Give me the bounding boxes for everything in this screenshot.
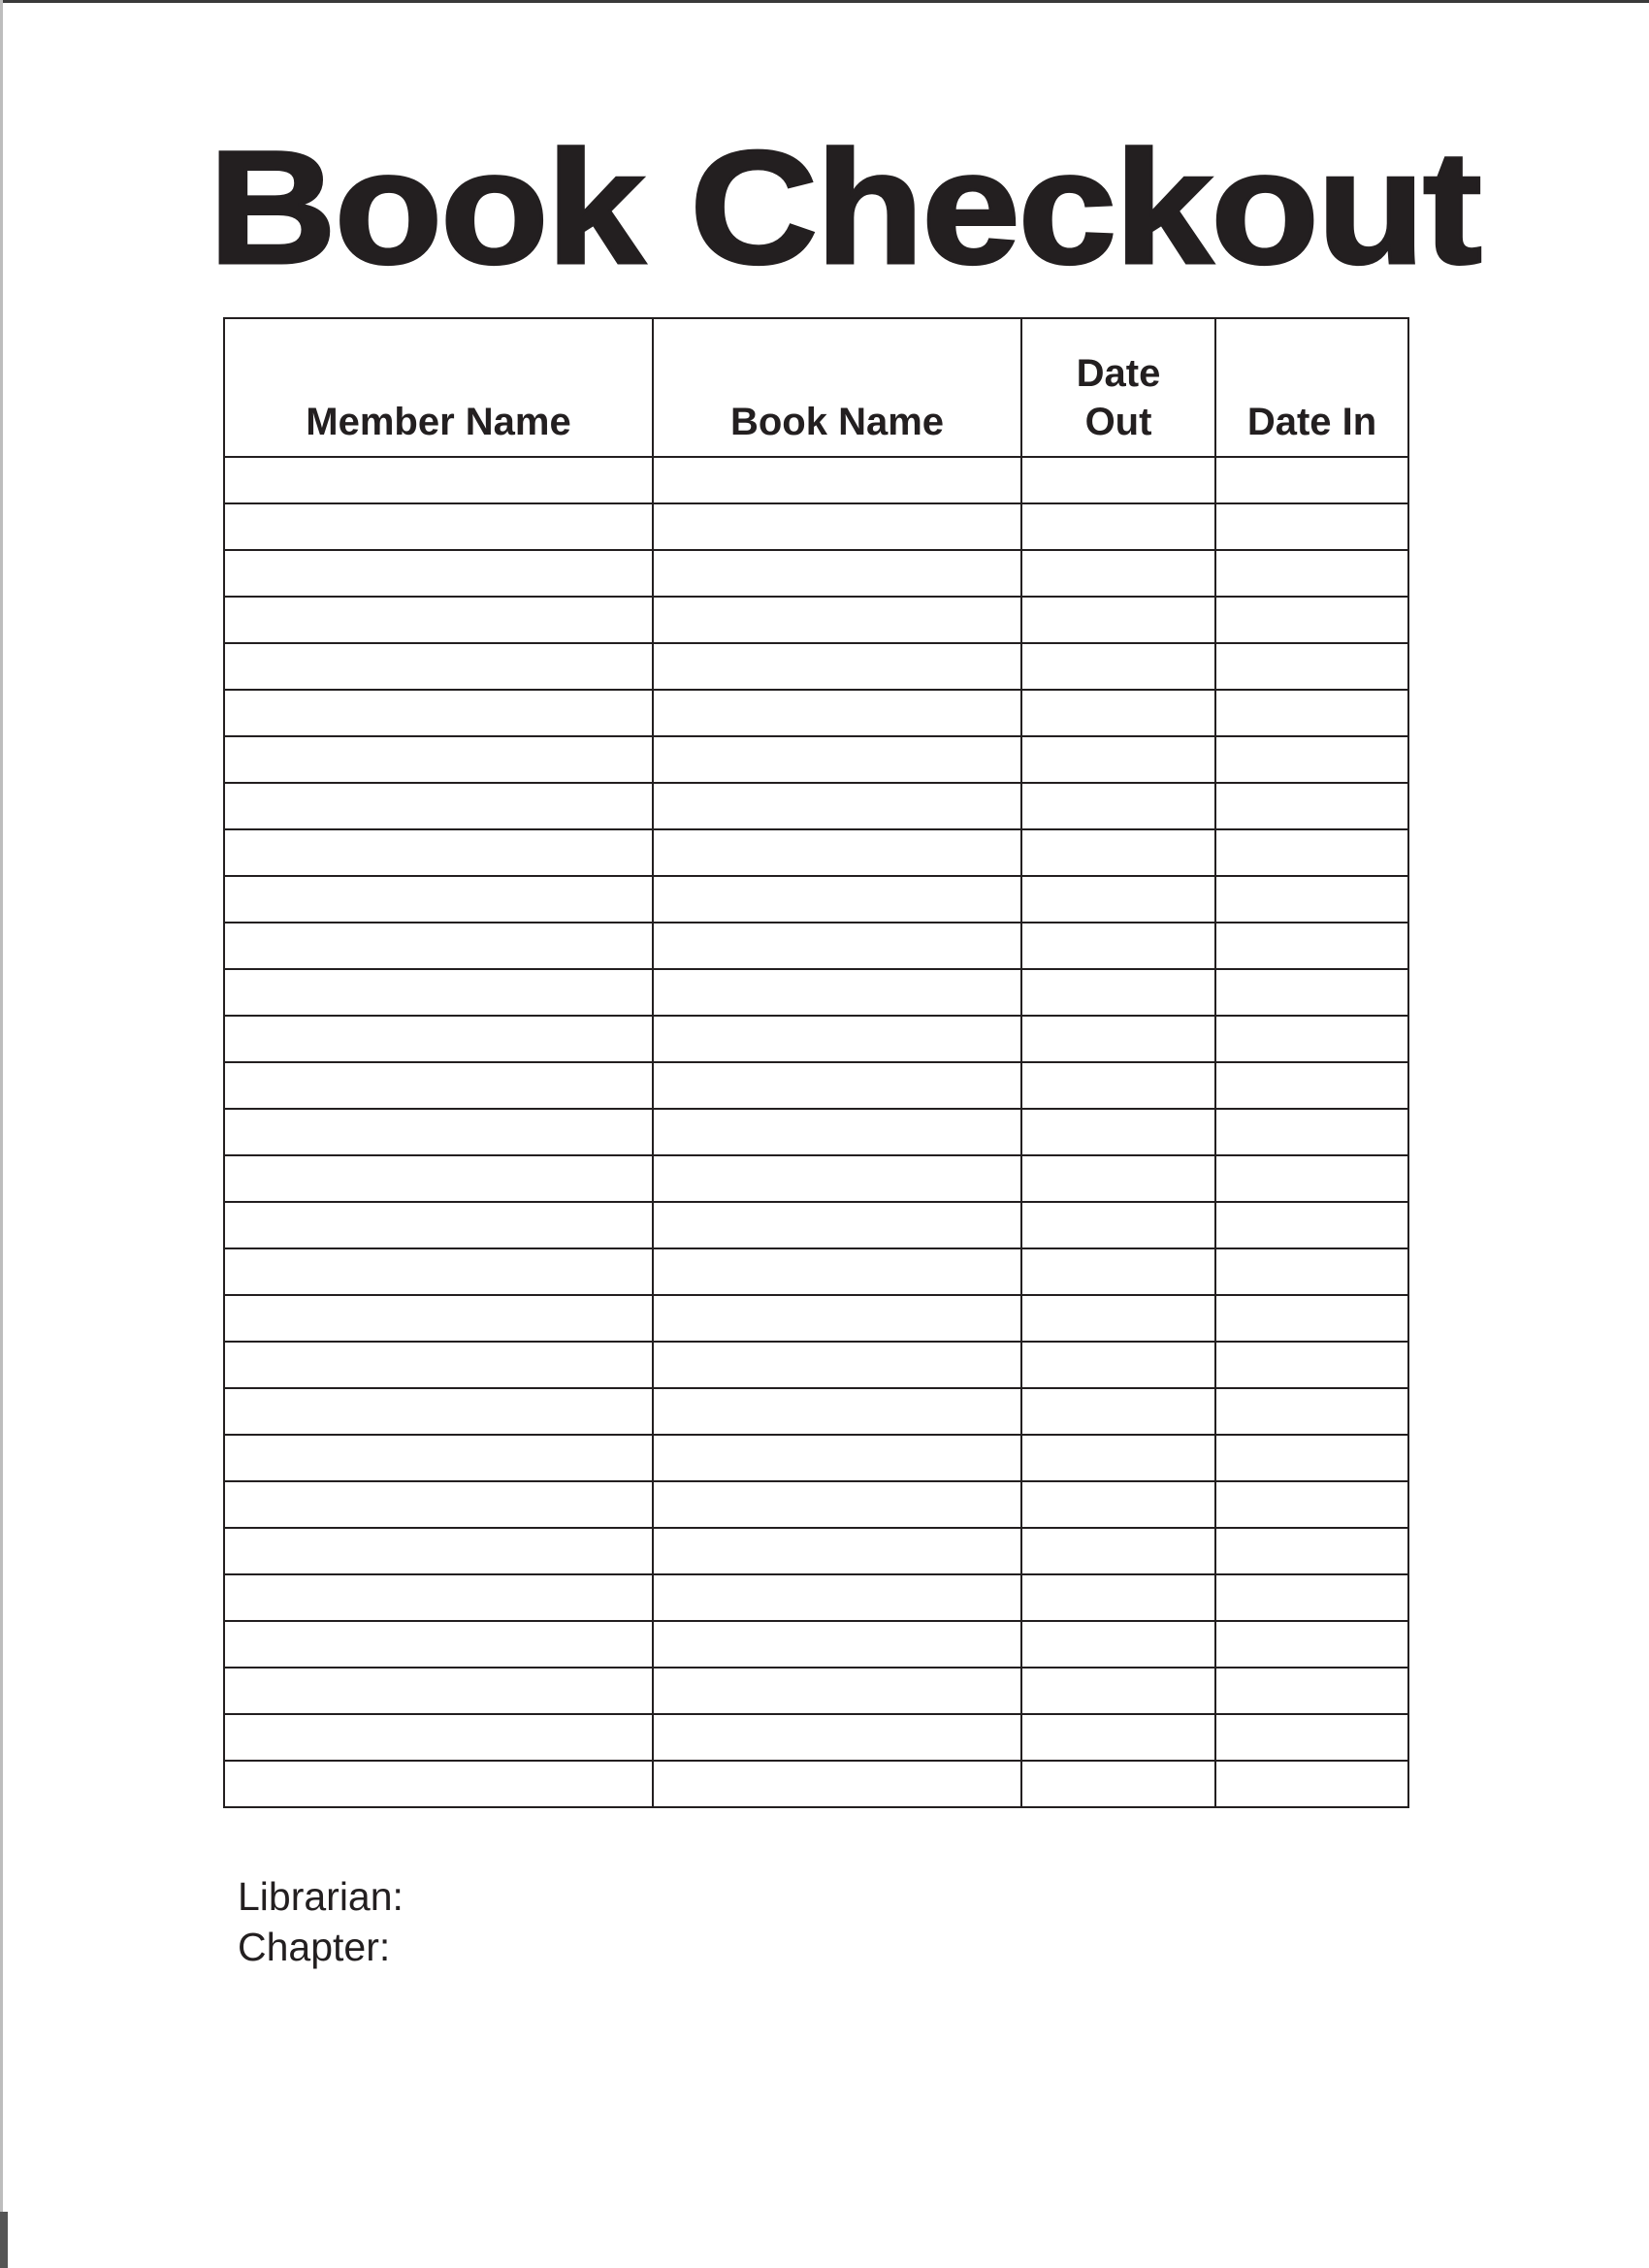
date-in-cell[interactable] [1215, 1761, 1408, 1807]
member-name-cell[interactable] [224, 1668, 653, 1714]
date-in-cell[interactable] [1215, 1435, 1408, 1481]
date-in-cell[interactable] [1215, 1062, 1408, 1109]
date-in-cell[interactable] [1215, 1481, 1408, 1528]
table-row [224, 690, 1408, 736]
date-in-cell[interactable] [1215, 597, 1408, 643]
column-header-date-out [1021, 318, 1215, 457]
date-in-cell[interactable] [1215, 1155, 1408, 1202]
date-out-cell[interactable] [1021, 969, 1215, 1016]
member-name-cell[interactable] [224, 923, 653, 969]
chapter-label: Chapter: [238, 1925, 391, 1969]
member-name-cell[interactable] [224, 690, 653, 736]
member-name-cell[interactable] [224, 1621, 653, 1668]
member-name-cell[interactable] [224, 1714, 653, 1761]
date-in-cell[interactable] [1215, 1668, 1408, 1714]
member-name-cell[interactable] [224, 1109, 653, 1155]
table-row [224, 736, 1408, 783]
date-out-cell[interactable] [1021, 643, 1215, 690]
book-name-cell[interactable] [653, 643, 1021, 690]
date-out-cell[interactable] [1021, 550, 1215, 597]
member-name-cell[interactable] [224, 1062, 653, 1109]
date-in-cell[interactable] [1215, 503, 1408, 550]
checkout-table [223, 317, 1409, 1808]
table-row [224, 1761, 1408, 1807]
table-row [224, 1016, 1408, 1062]
page-title: Book Checkout [209, 118, 1480, 298]
table-row [224, 1248, 1408, 1295]
date-out-cell[interactable] [1021, 923, 1215, 969]
table-row [224, 597, 1408, 643]
date-in-cell[interactable] [1215, 1388, 1408, 1435]
table-row [224, 1668, 1408, 1714]
book-name-cell[interactable] [653, 829, 1021, 876]
member-name-cell[interactable] [224, 550, 653, 597]
date-out-cell[interactable] [1021, 1295, 1215, 1342]
member-name-cell[interactable] [224, 1295, 653, 1342]
table-body [224, 457, 1408, 1807]
date-in-cell[interactable] [1215, 1202, 1408, 1248]
book-name-cell[interactable] [653, 1202, 1021, 1248]
date-out-cell[interactable] [1021, 457, 1215, 503]
book-name-cell[interactable] [653, 1109, 1021, 1155]
date-in-cell[interactable] [1215, 969, 1408, 1016]
scan-edge-left [0, 0, 3, 2268]
date-out-cell[interactable] [1021, 1202, 1215, 1248]
date-in-cell[interactable] [1215, 1016, 1408, 1062]
member-name-cell[interactable] [224, 457, 653, 503]
table-row [224, 457, 1408, 503]
date-out-cell[interactable] [1021, 503, 1215, 550]
book-name-cell[interactable] [653, 1481, 1021, 1528]
book-name-cell[interactable] [653, 1574, 1021, 1621]
table-row [224, 829, 1408, 876]
date-out-cell[interactable] [1021, 597, 1215, 643]
book-name-cell[interactable] [653, 1435, 1021, 1481]
book-name-cell[interactable] [653, 923, 1021, 969]
librarian-label: Librarian: [238, 1874, 404, 1919]
table-row [224, 1481, 1408, 1528]
date-out-cell[interactable] [1021, 1528, 1215, 1574]
table-row [224, 503, 1408, 550]
member-name-cell[interactable] [224, 1435, 653, 1481]
date-out-label: Date Out [1076, 352, 1161, 443]
date-in-cell[interactable] [1215, 1109, 1408, 1155]
book-name-cell[interactable] [653, 1621, 1021, 1668]
member-name-cell[interactable] [224, 1388, 653, 1435]
table-row [224, 923, 1408, 969]
member-name-cell[interactable] [224, 1761, 653, 1807]
table-row [224, 1202, 1408, 1248]
date-out-cell[interactable] [1021, 1668, 1215, 1714]
date-out-cell[interactable] [1021, 1574, 1215, 1621]
date-out-cell[interactable] [1021, 1062, 1215, 1109]
date-out-cell[interactable] [1021, 1155, 1215, 1202]
book-name-cell[interactable] [653, 597, 1021, 643]
book-name-cell[interactable] [653, 1388, 1021, 1435]
date-out-cell[interactable] [1021, 783, 1215, 829]
table-row [224, 969, 1408, 1016]
book-name-cell[interactable] [653, 1342, 1021, 1388]
member-name-cell[interactable] [224, 643, 653, 690]
scan-edge-top [0, 0, 1649, 3]
table-row [224, 783, 1408, 829]
book-name-cell[interactable] [653, 1714, 1021, 1761]
book-name-cell[interactable] [653, 1016, 1021, 1062]
date-out-cell[interactable] [1021, 736, 1215, 783]
table-row [224, 1062, 1408, 1109]
table-row [224, 1435, 1408, 1481]
member-name-cell[interactable] [224, 1155, 653, 1202]
date-in-cell[interactable] [1215, 1528, 1408, 1574]
book-name-cell[interactable] [653, 1761, 1021, 1807]
date-out-cell[interactable] [1021, 1714, 1215, 1761]
date-out-cell[interactable] [1021, 1388, 1215, 1435]
book-name-cell[interactable] [653, 1248, 1021, 1295]
book-name-cell[interactable] [653, 1155, 1021, 1202]
table-row [224, 1342, 1408, 1388]
table-row [224, 1528, 1408, 1574]
column-header-date-in: Date In [1215, 318, 1408, 457]
date-in-cell[interactable] [1215, 923, 1408, 969]
table-row [224, 1574, 1408, 1621]
member-name-cell[interactable] [224, 876, 653, 923]
member-name-cell[interactable] [224, 1202, 653, 1248]
date-in-cell[interactable] [1215, 550, 1408, 597]
member-name-cell[interactable] [224, 736, 653, 783]
book-name-cell[interactable] [653, 783, 1021, 829]
date-out-cell[interactable] [1021, 829, 1215, 876]
member-name-cell[interactable] [224, 1248, 653, 1295]
date-out-cell[interactable] [1021, 1621, 1215, 1668]
table-row [224, 1388, 1408, 1435]
book-name-cell[interactable] [653, 1528, 1021, 1574]
table-row [224, 1295, 1408, 1342]
book-name-cell[interactable] [653, 690, 1021, 736]
date-out-cell[interactable] [1021, 1109, 1215, 1155]
member-name-cell[interactable] [224, 1574, 653, 1621]
table-row [224, 876, 1408, 923]
book-name-cell[interactable] [653, 1062, 1021, 1109]
table-row [224, 1109, 1408, 1155]
date-out-cell[interactable] [1021, 1342, 1215, 1388]
book-name-cell[interactable] [653, 969, 1021, 1016]
table-row [224, 1621, 1408, 1668]
date-in-cell[interactable] [1215, 829, 1408, 876]
book-name-cell[interactable] [653, 1668, 1021, 1714]
book-name-cell[interactable] [653, 550, 1021, 597]
scan-edge-mark [0, 2212, 8, 2268]
date-in-cell[interactable] [1215, 1574, 1408, 1621]
date-in-cell[interactable] [1215, 1714, 1408, 1761]
member-name-cell[interactable] [224, 1481, 653, 1528]
member-name-cell[interactable] [224, 969, 653, 1016]
date-out-cell[interactable] [1021, 1016, 1215, 1062]
book-name-cell[interactable] [653, 503, 1021, 550]
table-row [224, 1155, 1408, 1202]
table-row [224, 1714, 1408, 1761]
date-out-cell[interactable] [1021, 1481, 1215, 1528]
date-in-cell[interactable] [1215, 690, 1408, 736]
date-out-cell[interactable] [1021, 1248, 1215, 1295]
date-out-cell[interactable] [1021, 876, 1215, 923]
member-name-cell[interactable] [224, 783, 653, 829]
member-name-cell[interactable] [224, 1016, 653, 1062]
date-in-cell[interactable] [1215, 876, 1408, 923]
member-name-cell[interactable] [224, 503, 653, 550]
date-out-cell[interactable] [1021, 1435, 1215, 1481]
header-row [224, 318, 1408, 457]
book-name-cell[interactable] [653, 457, 1021, 503]
date-in-cell[interactable] [1215, 1295, 1408, 1342]
table-row [224, 643, 1408, 690]
date-in-cell[interactable] [1215, 783, 1408, 829]
member-name-cell[interactable] [224, 1342, 653, 1388]
date-out-cell[interactable] [1021, 690, 1215, 736]
member-name-cell[interactable] [224, 1528, 653, 1574]
book-name-cell[interactable] [653, 1295, 1021, 1342]
book-name-cell[interactable] [653, 736, 1021, 783]
date-in-cell[interactable] [1215, 1342, 1408, 1388]
table-row [224, 550, 1408, 597]
date-out-cell[interactable] [1021, 1761, 1215, 1807]
member-name-cell[interactable] [224, 597, 653, 643]
column-header-member-name: Member Name [224, 318, 653, 457]
date-in-cell[interactable] [1215, 457, 1408, 503]
date-in-cell[interactable] [1215, 736, 1408, 783]
member-name-cell[interactable] [224, 829, 653, 876]
date-in-cell[interactable] [1215, 643, 1408, 690]
date-in-cell[interactable] [1215, 1248, 1408, 1295]
book-name-cell[interactable] [653, 876, 1021, 923]
column-header-book-name: Book Name [653, 318, 1021, 457]
date-in-cell[interactable] [1215, 1621, 1408, 1668]
